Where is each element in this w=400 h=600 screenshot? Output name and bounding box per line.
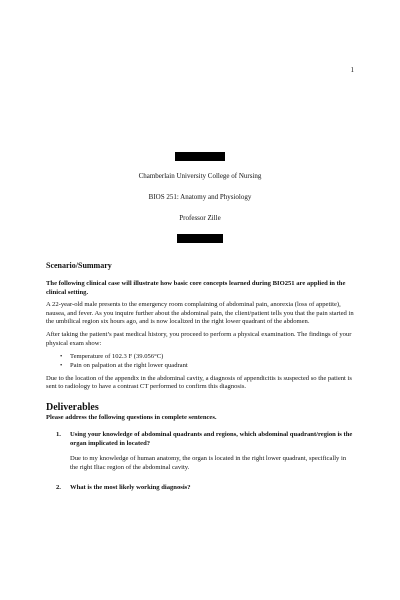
professor-name: Professor Zille — [179, 214, 221, 222]
bullet-icon: • — [60, 361, 63, 369]
exam-paragraph: After taking the patient’s past medical history, you proceed to perform a physical examination. The findings of your physical exam show: — [46, 331, 352, 347]
list-item — [60, 362, 354, 370]
finding-text: Temperature of 102.3 F (39.056°C) — [70, 353, 164, 361]
case-paragraph: A 22-year-old male presents to the emergency room complaining of abdominal pain, anorexia (loss of appetite), nausea, and fever. As you inquire further about the abdominal pain, the client/patient tells you that the pain started in the umbilical region six hours ago, and is now localized in the right lower quadrant of the abdomen. — [46, 301, 354, 326]
question-1 — [56, 431, 354, 448]
finding-text: Pain on palpation at the right lower quadrant — [70, 361, 188, 369]
list-item — [60, 353, 354, 361]
bullet-icon: • — [60, 353, 63, 361]
deliverables-heading: Deliverables — [46, 401, 99, 413]
question-text: What is the most likely working diagnosis? — [70, 483, 191, 491]
institution-name: Chamberlain University College of Nursing — [138, 172, 262, 180]
question-number: 2. — [56, 483, 61, 491]
page-number: 1 — [350, 66, 354, 74]
findings-list — [46, 353, 354, 370]
scenario-heading: Scenario/Summary — [46, 261, 112, 270]
course-name: BIOS 251: Anatomy and Physiology — [148, 193, 252, 201]
redacted-date-bar — [177, 234, 223, 243]
deliverables-instructions: Please address the following questions in complete sentences. — [46, 413, 217, 421]
redacted-name-bar — [175, 152, 225, 161]
diagnosis-paragraph: Due to the location of the appendix in the abdominal cavity, a diagnosis of appendicitis is suspected so the patient is sent to radiology to have a contrast CT performed to confirm this diagnosis. — [46, 375, 352, 391]
answer-1: Due to my knowledge of human anatomy, the organ is located in the right lower quadrant, specifically in the right Iliac region of the abdominal cavity. — [70, 455, 347, 471]
question-text: Using your knowledge of abdominal quadrants and regions, which abdominal quadrant/region is the organ implicated in located? — [70, 431, 353, 447]
question-number: 1. — [56, 431, 61, 439]
document-body — [46, 262, 354, 499]
scenario-intro: The following clinical case will illustrate how basic core concepts learned during BIO251 are applied in the clinical setting. — [46, 280, 346, 296]
title-block — [0, 152, 400, 243]
question-2 — [56, 484, 354, 492]
